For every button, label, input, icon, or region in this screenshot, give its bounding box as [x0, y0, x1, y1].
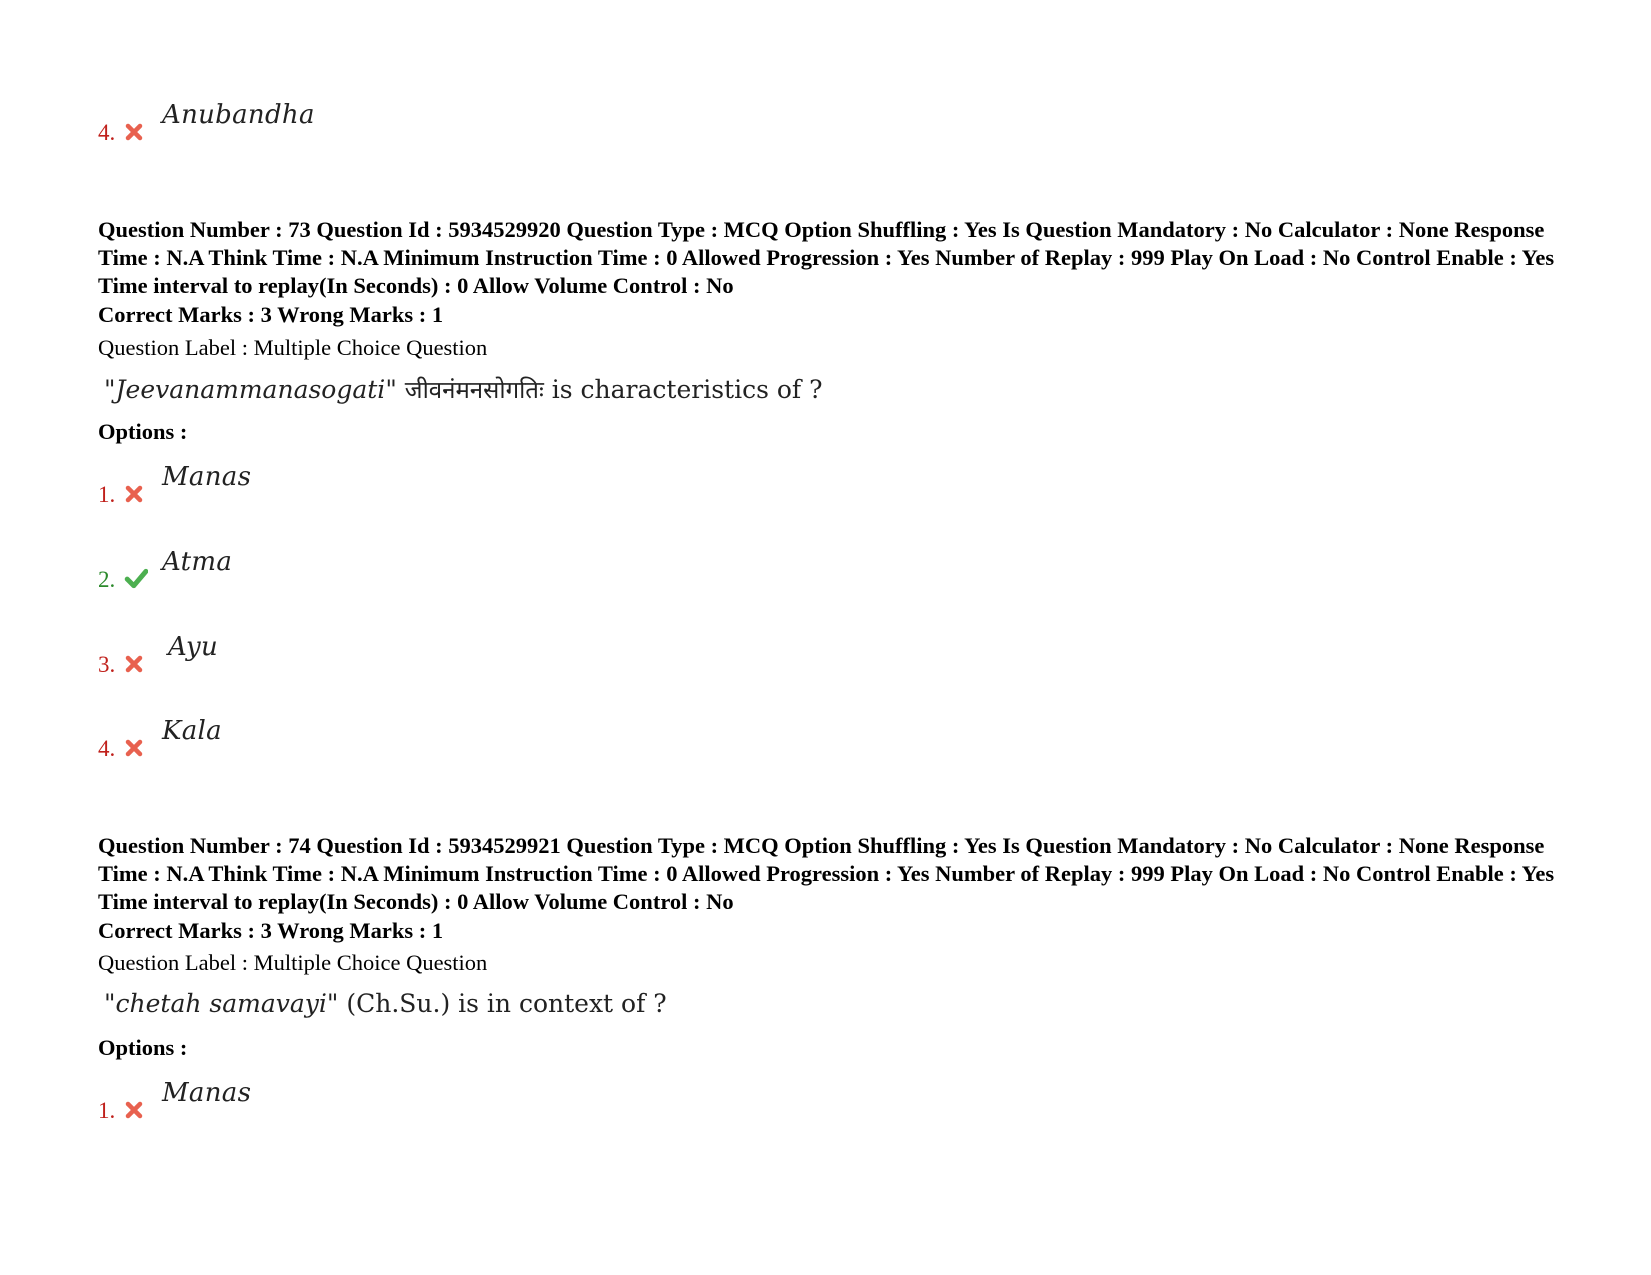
options-title: Options :	[98, 1035, 188, 1060]
cross-icon	[124, 484, 144, 504]
question-italic-term: chetah samavayi	[115, 989, 327, 1018]
question-text: "Jeevanammanasogati" जीवनंमनसोगतिः is characteristics of ?	[104, 375, 823, 404]
question-devanagari-term: जीवनंमनसोगतिः	[404, 376, 544, 404]
question-text: "chetah samavayi" (Ch.Su.) is in context of ?	[104, 989, 667, 1018]
cross-icon	[124, 654, 144, 674]
options-title: Options :	[98, 419, 188, 444]
question-italic-term: Jeevanammanasogati	[115, 375, 386, 404]
option-number: 4.	[98, 736, 116, 761]
cross-icon	[124, 1100, 144, 1120]
option-text: Anubandha	[162, 100, 315, 130]
cross-icon	[124, 122, 144, 142]
question-header: Question Number : 74 Question Id : 5934529921 Question Type : MCQ Option Shuffling : Yes Is Question Mandatory : No Calculator : None Response Time : N.A Think Time : N.A Minimum Instruction Time : 0 Allowed Progression : Yes Number of Replay : 999 Play On Load : No Control Enable : Yes Time interval to replay(In Seconds) : 0 Allow Volume Control : No	[98, 833, 1555, 914]
option-text: Atma	[162, 547, 233, 577]
question-header: Question Number : 73 Question Id : 5934529920 Question Type : MCQ Option Shuffling : Yes Is Question Mandatory : No Calculator : None Response Time : N.A Think Time : N.A Minimum Instruction Time : 0 Allowed Progression : Yes Number of Replay : 999 Play On Load : No Control Enable : Yes Time interval to replay(In Seconds) : 0 Allow Volume Control : No	[98, 217, 1555, 298]
question-rest: is characteristics of ?	[543, 375, 823, 404]
option-number: 2.	[98, 567, 116, 592]
option-number: 3.	[98, 652, 116, 677]
option-text: Ayu	[168, 632, 219, 662]
question-label: Question Label : Multiple Choice Question	[98, 950, 488, 975]
question-label: Question Label : Multiple Choice Question	[98, 335, 488, 360]
option-number: 1.	[98, 482, 116, 507]
cross-icon	[124, 738, 144, 758]
question-marks: Correct Marks : 3 Wrong Marks : 1	[98, 918, 444, 943]
option-number: 1.	[98, 1098, 116, 1123]
option-text: Manas	[162, 1078, 252, 1108]
option-text: Manas	[162, 462, 252, 492]
option-number: 4.	[98, 120, 116, 145]
question-rest: (Ch.Su.) is in context of ?	[338, 989, 667, 1018]
option-text: Kala	[162, 716, 222, 746]
question-marks: Correct Marks : 3 Wrong Marks : 1	[98, 302, 444, 327]
checkmark-icon	[124, 567, 148, 589]
